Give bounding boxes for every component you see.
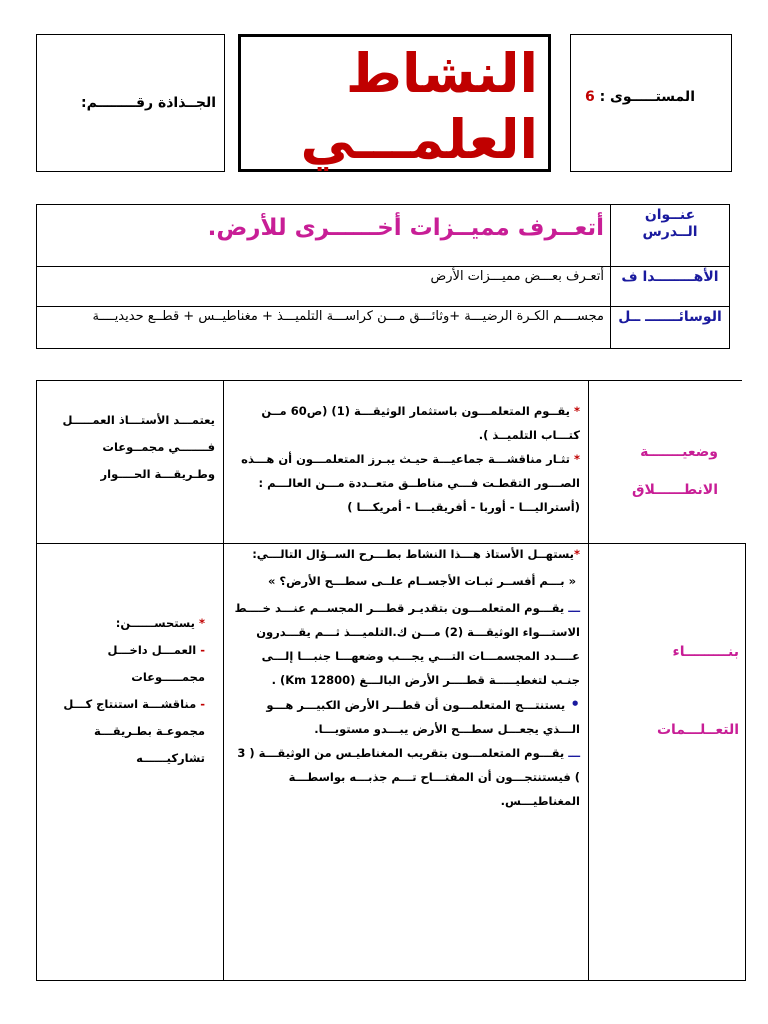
- lesson-info-table: [36, 204, 730, 349]
- star-icon: *: [569, 404, 580, 418]
- row2-stage-cell: [588, 543, 746, 981]
- row2-teacher-note: [47, 610, 205, 772]
- row1-content-cell: [223, 380, 589, 544]
- tools-value: مجســــم الكـرة الرضيـــة +وثائـــق مـــن كراســـة التلميـــذ + مغناطيــس + قطــع حديديــــة: [37, 307, 611, 349]
- dash-icon: ـــ: [564, 746, 580, 760]
- level-label: [575, 87, 695, 107]
- row1-content: [234, 399, 580, 519]
- row2-content-result1-text: يستنتـــج المتعلمـــون أن قطـــر الأرض الكبيـــر هـــو الـــذي يجعـــل سطـــح الأرض يبـــدو مستويـــا.: [266, 698, 580, 736]
- row2-content-result1: [232, 692, 580, 741]
- row2-note-item-2-text: مناقشـــة استنتاج كـــل مجموعـة بطـريقـــة تشاركيــــــه: [63, 697, 205, 765]
- row2-content-step2: [232, 741, 580, 813]
- row1-content-p2: [234, 447, 580, 519]
- lesson-title-cell: [37, 205, 611, 267]
- row2-content-step1: [232, 596, 580, 692]
- row2-teacher-note-cell: [36, 543, 224, 981]
- lesson-title-key: عنــوان الــدرس: [611, 205, 730, 267]
- row2-stage-2: التعــلـــمات: [656, 722, 739, 738]
- dash-icon: -: [196, 697, 205, 711]
- goals-value: أتعـرف بعـــض مميـــزات الأرض: [37, 267, 611, 307]
- row2-content-intro-text: يستهــل الأستاذ هـــذا النشاط بطـــرح الســؤال التالـــي:: [252, 547, 574, 561]
- row1-stage: وضعيـــــــة الانطــــــلاق: [632, 444, 718, 498]
- star-icon: *: [573, 547, 580, 561]
- bullet-icon: •: [565, 695, 580, 713]
- row1-stage-cell: [588, 380, 742, 544]
- tools-key: الوسائـــــــ ــل: [611, 307, 730, 349]
- level-label-text: المستـــــوى :: [599, 89, 695, 105]
- row2-note-title-text: يستحســــــن:: [115, 616, 195, 630]
- dash-icon: -: [196, 643, 205, 657]
- row1-teacher-note: يعتمـــد الأستـــاذ العمـــــل فـــــــي مجمــوعات وطـريقـــة الحــــوار: [62, 413, 215, 481]
- row1-teacher-note-cell: [36, 380, 224, 544]
- row2-note-title: [47, 610, 205, 637]
- row2-content-cell: [223, 543, 589, 981]
- row1-content-p1-text: يقــوم المتعلمـــون باستثمار الوثيقـــة (1) (ص60 مــن كتـــاب التلميــذ ).: [261, 404, 580, 442]
- level-value: 6: [584, 89, 595, 105]
- level-box: [570, 34, 732, 172]
- row2-note-item-2: [47, 691, 205, 772]
- row1-content-p2-text: تثـار مناقشـــة جماعيـــة حيـث يبـرز المتعلمـــون أن هـــذه الصـــور التقطـت فـــي مناطــق متعــددة مـــن العالـــم : (أستراليـــا - أوربا - أفريقيـــا - أمريكـــا ): [241, 452, 580, 514]
- row2-note-item-1-text: العمـــل داخـــل مجمـــــوعات: [107, 643, 205, 684]
- row2-content: [232, 542, 580, 813]
- dash-icon: ـــ: [564, 601, 580, 615]
- row2-note-item-1: [47, 637, 205, 691]
- star-icon: *: [569, 452, 580, 466]
- row2-content-step1-text: يقـــوم المتعلمـــون بتقديـر قطـــر المجســم عنـــد خــــط الاستـــواء الوثيقـــة (2) مـــن ك.التلميـــذ ثـــم يقـــدرون عــــدد المجسمـــات التـــي يجـــب وضعهـــا جنبـــا إلـــى جنـب لتغطيـــــة قطــــر الأرض البالـــغ (Km 12800) .: [234, 601, 580, 687]
- subject-title-box: [238, 34, 551, 172]
- row2-content-intro: [232, 542, 580, 566]
- subject-title: النشاط العلمـــي: [300, 42, 538, 171]
- row2-content-step2-text: يقـــوم المتعلمـــون بتقريب المغناطيـس من الوثيقـــة ( 3 ) فيستنتجـــون أن المفتـــاح تـــم جذبـــه بواسطـــة المغناطيـــس.: [237, 746, 580, 808]
- class-number-label: الجــذاذة رقــــــــم:: [80, 95, 216, 111]
- table-row: [37, 267, 730, 307]
- table-row: [37, 307, 730, 349]
- class-number-box: [36, 34, 225, 172]
- goals-key: الأهــــــــدا ف: [611, 267, 730, 307]
- table-row: [37, 205, 730, 267]
- star-icon: *: [194, 616, 205, 630]
- lesson-title: أتعــرف مميــزات أخــــــرى للأرض.: [207, 215, 604, 241]
- row2-content-question: « بـــم أفســر ثبـات الأجســام علــى سطـــح الأرض؟ »: [267, 574, 576, 588]
- row2-stage-1: بنـــــــــاء: [672, 644, 739, 660]
- row1-content-p1: [234, 399, 580, 447]
